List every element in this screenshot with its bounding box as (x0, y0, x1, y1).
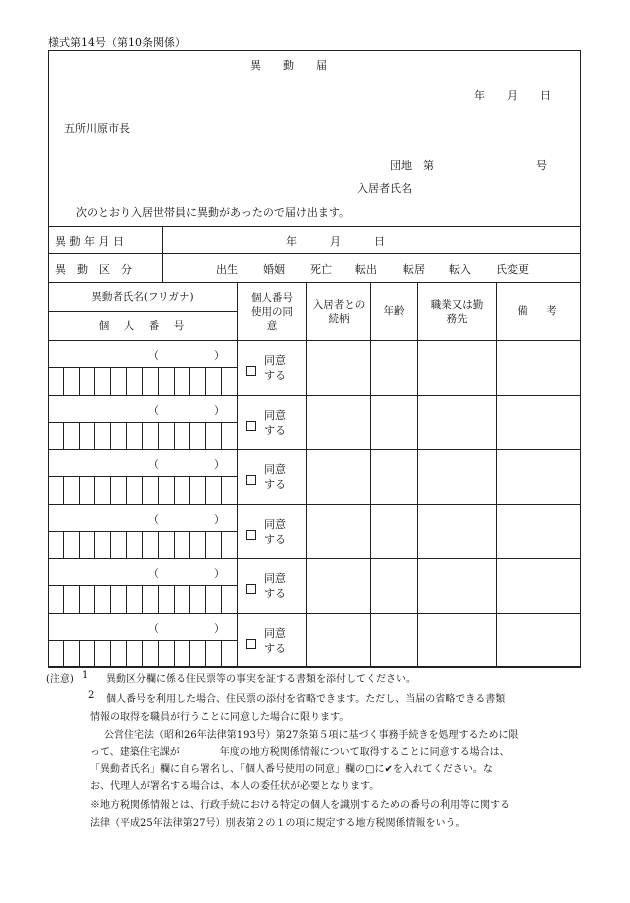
consent-checkbox[interactable] (246, 579, 256, 598)
note-1-num: 1 (82, 670, 89, 681)
header-relation: 入居者との続柄 (312, 298, 366, 325)
change-type-name-change: 氏変更 (496, 263, 529, 276)
change-date-value: 年 月 日 (286, 235, 385, 248)
change-type-movein: 転入 (449, 263, 471, 276)
age-field[interactable] (371, 505, 417, 558)
occupation-field[interactable] (418, 396, 496, 449)
consent-checkbox[interactable] (246, 361, 256, 380)
note-2-num: 2 (88, 690, 95, 701)
relation-field[interactable] (307, 396, 370, 449)
note-2-line2: 情報の取得を職員が行うことに同意した場合に限ります。 (90, 712, 350, 723)
note-4-line2: 法律（平成25年法律第27号）別表第２の１の項に規定する地方税関係情報をいう。 (90, 818, 466, 829)
personal-number-field[interactable] (48, 476, 237, 504)
personal-number-field[interactable] (48, 585, 237, 613)
header-occupation: 職業又は勤務先 (430, 298, 484, 325)
note-1: 異動区分欄に係る住民票等の事実を証する書類を添付してください。 (106, 674, 416, 685)
age-field[interactable] (371, 341, 417, 394)
change-type-birth: 出生 (216, 263, 238, 276)
consent-checkbox[interactable] (246, 470, 256, 489)
personal-number-field[interactable] (48, 422, 237, 450)
change-type-relocation: 転居 (403, 263, 425, 276)
change-type-label: 異 動 区 分 (55, 263, 132, 276)
change-date-label: 異 動 年 月 日 (55, 235, 124, 248)
intro-text: 次のとおり入居世帯員に異動があったので届け出ます。 (76, 206, 351, 219)
occupation-field[interactable] (418, 559, 496, 612)
occupation-field[interactable] (418, 614, 496, 667)
relation-field[interactable] (307, 559, 370, 612)
consent-label: 同意する (264, 626, 286, 655)
note-3-line2: って、建築住宅課が 年度の地方税関係情報について取得することに同意する場合は、 (90, 747, 510, 758)
remarks-field[interactable] (497, 614, 580, 667)
age-field[interactable] (371, 396, 417, 449)
header-age: 年齢 (383, 305, 405, 318)
addressee: 五所川原市長 (64, 122, 130, 135)
note-3-line1: 公営住宅法（昭和26年法律第193号）第27条第５項に基づく事務手続きを処理するために限 (104, 730, 519, 741)
remarks-field[interactable] (497, 450, 580, 503)
name-kana-field[interactable]: （ ） (148, 458, 225, 471)
occupation-field[interactable] (418, 450, 496, 503)
resident-name-label: 入居者氏名 (357, 182, 412, 195)
personal-number-field[interactable] (48, 367, 237, 395)
relation-field[interactable] (307, 505, 370, 558)
consent-label: 同意する (264, 463, 286, 492)
change-type-death: 死亡 (310, 263, 332, 276)
note-3-line3: 「異動者氏名」欄に自ら署名し、「個人番号使用の同意」欄の□に✔を入れてください。な (90, 764, 493, 775)
consent-checkbox[interactable] (246, 634, 256, 653)
header-name-kana: 異動者氏名(フリガナ) (91, 290, 194, 303)
age-field[interactable] (371, 559, 417, 612)
go-label: 号 (536, 159, 547, 172)
personal-number-field[interactable] (48, 640, 237, 668)
age-field[interactable] (371, 614, 417, 667)
change-type-moveout: 転出 (355, 263, 377, 276)
consent-label: 同意する (264, 354, 286, 383)
occupation-field[interactable] (418, 505, 496, 558)
header-personal-number: 個 人 番 号 (98, 319, 187, 332)
relation-field[interactable] (307, 614, 370, 667)
consent-checkbox[interactable] (246, 416, 256, 435)
personal-number-field[interactable] (48, 531, 237, 559)
note-3-line4: お、代理人が署名する場合は、本人の委任状が必要となります。 (90, 781, 380, 792)
form-number: 様式第14号（第10条関係） (48, 36, 186, 49)
consent-checkbox[interactable] (246, 525, 256, 544)
relation-field[interactable] (307, 450, 370, 503)
remarks-field[interactable] (497, 559, 580, 612)
remarks-field[interactable] (497, 341, 580, 394)
consent-label: 同意する (264, 572, 286, 601)
name-kana-field[interactable]: （ ） (148, 512, 225, 526)
consent-label: 同意する (264, 408, 286, 437)
header-remarks: 備 考 (517, 305, 561, 318)
relation-field[interactable] (307, 341, 370, 394)
submission-date: 年 月 日 (474, 89, 551, 102)
change-type-marriage: 婚姻 (263, 263, 285, 276)
note-4-line1: ※地方税関係情報とは、行政手続における特定の個人を識別するための番号の利用等に関する (90, 800, 510, 811)
age-field[interactable] (371, 450, 417, 503)
remarks-field[interactable] (497, 505, 580, 558)
form-title: 異 動 届 (250, 59, 327, 72)
name-kana-field[interactable]: （ ） (148, 567, 225, 580)
name-kana-field[interactable]: （ ） (148, 621, 225, 635)
notes-label: (注意) (46, 674, 74, 685)
name-kana-field[interactable]: （ ） (148, 349, 225, 362)
remarks-field[interactable] (497, 396, 580, 449)
header-consent: 個人番号使用の同意 (251, 291, 293, 333)
name-kana-field[interactable]: （ ） (148, 403, 225, 417)
occupation-field[interactable] (418, 341, 496, 394)
consent-label: 同意する (264, 517, 286, 546)
danchi-label: 団地 第 (390, 159, 434, 172)
note-2-line1: 個人番号を利用した場合、住民票の添付を省略できます。ただし、当届の省略できる書類 (106, 694, 506, 705)
